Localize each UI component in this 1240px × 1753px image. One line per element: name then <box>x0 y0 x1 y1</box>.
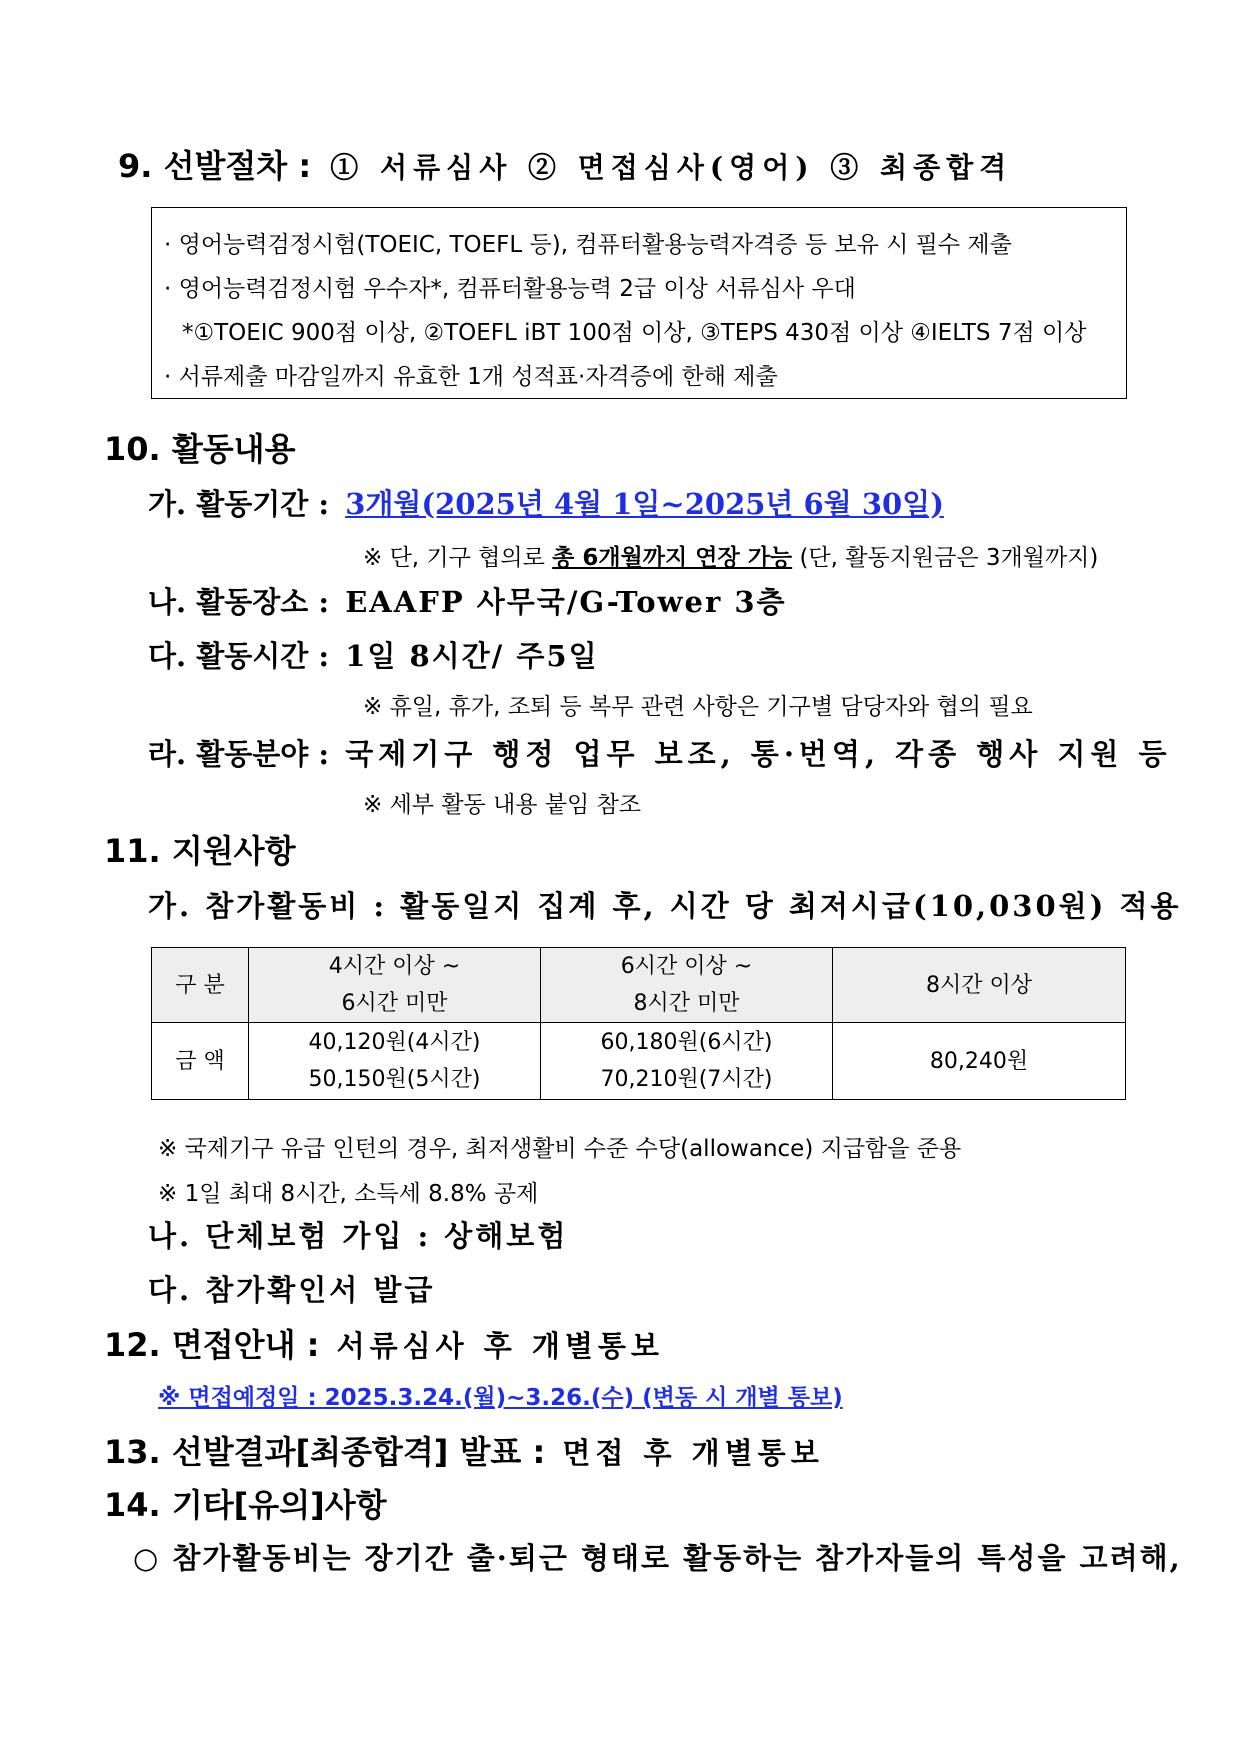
activity-time-label: 다. 활동시간 : <box>148 639 330 673</box>
activity-time-value: 1일 8시간/ 주5일 <box>345 639 599 673</box>
section-9-steps: ① 서류심사 ② 면접심사(영어) ③ 최종합격 <box>330 151 1013 184</box>
activity-field-value: 국제기구 행정 업무 보조, 통·번역, 각종 행사 지원 등 <box>345 737 1172 771</box>
interview-schedule-note: ※ 면접예정일 : 2025.3.24.(월)~3.26.(수) (변동 시 개별 통보) <box>158 1385 843 1411</box>
section-12-title <box>104 1320 664 1366</box>
table-cell: 80,240원 <box>833 1023 1126 1100</box>
table-header-cell <box>541 948 833 1023</box>
table-header-row <box>152 948 1126 1023</box>
section-13-value: 면접 후 개별통보 <box>562 1436 824 1470</box>
amount-6h: 60,180원(6시간) <box>600 1030 773 1055</box>
header-6h-line2: 8시간 미만 <box>633 991 740 1016</box>
section-12-value: 서류심사 후 개별통보 <box>336 1329 664 1363</box>
period-note-suffix: (단, 활동지원금은 3개월까지) <box>792 545 1099 571</box>
table-header-cell: 구 분 <box>152 948 249 1023</box>
activity-field-note: ※ 세부 활동 내용 붙임 참조 <box>363 792 642 818</box>
section-9-heading: 9. 선발절차 : <box>118 147 312 185</box>
period-note-prefix: ※ 단, 기구 협의로 <box>363 545 553 571</box>
activity-time <box>148 634 599 675</box>
box-line-2: · 영어능력검정시험 우수자*, 컴퓨터활용능력 2급 이상 서류심사 우대 <box>164 276 856 302</box>
box-line-3: *①TOEIC 900점 이상, ②TOEFL iBT 100점 이상, ③TEPS 430점 이상 ④IELTS 7점 이상 <box>182 320 1087 346</box>
table-header-cell <box>249 948 541 1023</box>
header-4h-line1: 4시간 이상 ~ <box>328 954 461 979</box>
table-cell <box>541 1023 833 1100</box>
pay-table <box>151 947 1126 1100</box>
header-4h-line2: 6시간 미만 <box>341 991 448 1016</box>
participation-certificate: 다. 참가확인서 발급 <box>148 1273 436 1307</box>
section-14-title: 14. 기타[유의]사항 <box>104 1486 387 1524</box>
header-6h-line1: 6시간 이상 ~ <box>620 954 753 979</box>
table-note-2: ※ 1일 최대 8시간, 소득세 8.8% 공제 <box>158 1181 539 1207</box>
section-13-title <box>104 1427 824 1473</box>
activity-time-note: ※ 휴일, 휴가, 조퇴 등 복무 관련 사항은 기구별 담당자와 협의 필요 <box>363 694 1033 720</box>
activity-place-label: 나. 활동장소 : <box>148 585 330 619</box>
amount-4h: 40,120원(4시간) <box>308 1030 481 1055</box>
table-cell <box>249 1023 541 1100</box>
participation-fee-line: 가. 참가활동비 : 활동일지 집계 후, 시간 당 최저시급(10,030원) 적용 <box>148 889 1182 923</box>
section-13-heading: 13. 선발결과[최종합격] 발표 : <box>104 1433 546 1471</box>
activity-field <box>148 732 1172 773</box>
activity-place <box>148 580 787 621</box>
section-11-title: 11. 지원사항 <box>104 832 296 870</box>
table-cell: 금 액 <box>152 1023 249 1100</box>
activity-period <box>148 482 944 523</box>
table-row <box>152 1023 1126 1100</box>
activity-period-value: 3개월(2025년 4월 1일~2025년 6월 30일) <box>345 487 944 521</box>
activity-period-label: 가. 활동기간 : <box>148 487 330 521</box>
group-insurance: 나. 단체보험 가입 : 상해보험 <box>148 1219 569 1253</box>
amount-7h: 70,210원(7시간) <box>600 1067 773 1092</box>
table-note-1: ※ 국제기구 유급 인턴의 경우, 최저생활비 수준 수당(allowance) 지급함을 준용 <box>158 1136 962 1162</box>
box-line-1: · 영어능력검정시험(TOEIC, TOEFL 등), 컴퓨터활용능력자격증 등 보유 시 필수 제출 <box>164 232 1012 258</box>
amount-5h: 50,150원(5시간) <box>308 1067 481 1092</box>
activity-place-value: EAAFP 사무국/G-Tower 3층 <box>345 585 787 619</box>
activity-field-label: 라. 활동분야 : <box>148 737 330 771</box>
table-header-cell: 8시간 이상 <box>833 948 1126 1023</box>
section-14-bullet: ○ 참가활동비는 장기간 출·퇴근 형태로 활동하는 참가자들의 특성을 고려해, <box>133 1541 1182 1575</box>
period-note-extension: 총 6개월까지 연장 가능 <box>552 545 793 571</box>
section-12-heading: 12. 면접안내 : <box>104 1326 320 1364</box>
section-9-title <box>118 141 1012 187</box>
section-10-title: 10. 활동내용 <box>104 430 296 468</box>
selection-requirements-box <box>151 207 1127 399</box>
box-line-4: · 서류제출 마감일까지 유효한 1개 성적표·자격증에 한해 제출 <box>164 364 778 390</box>
activity-period-note <box>363 539 1098 572</box>
